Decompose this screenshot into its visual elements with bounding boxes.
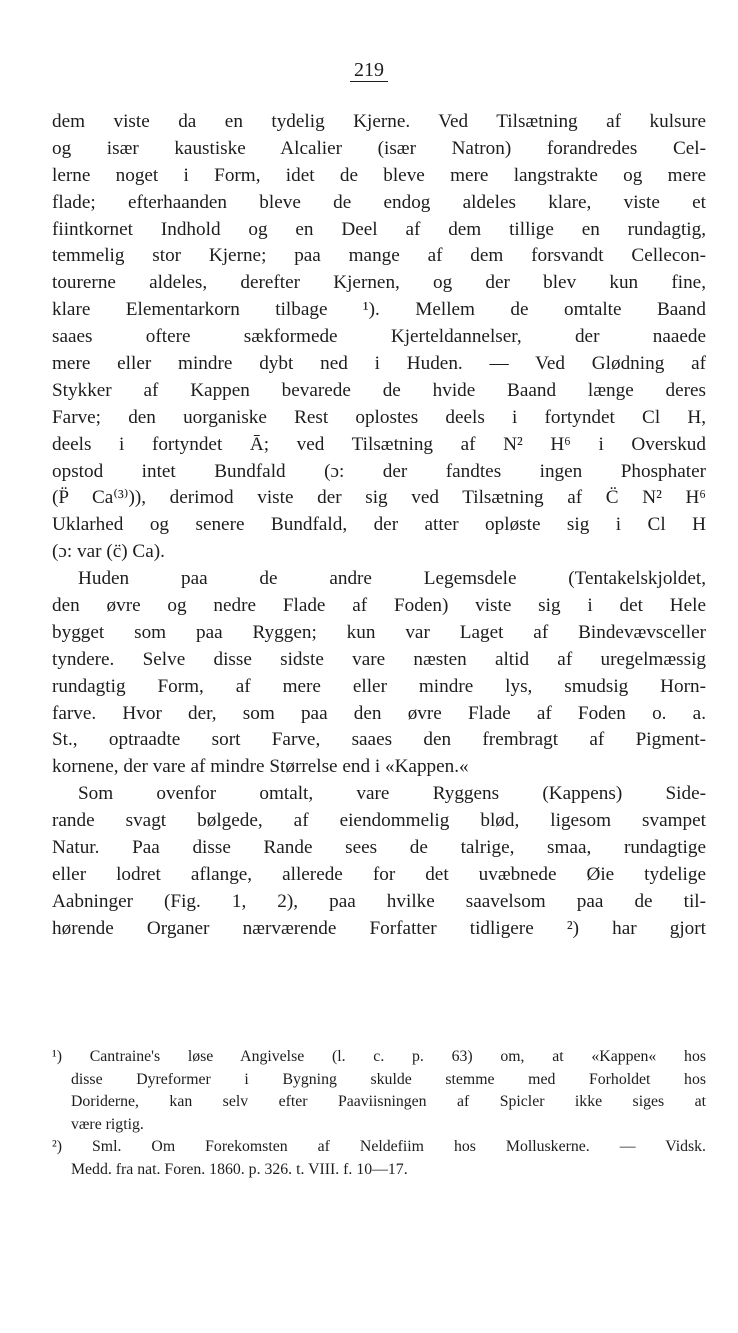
- footnotes: [52, 1046, 706, 1182]
- text-line: tourerne aldeles, derefter Kjernen, og der blev kun fine,: [52, 272, 706, 294]
- text-line: mere eller mindre dybt ned i Huden. — Ved Glødning af: [52, 353, 706, 375]
- text-line: flade; efterhaanden bleve de endog aldeles klare, viste et: [52, 191, 706, 213]
- text-line: saaes oftere sækformede Kjerteldannelser, der naaede: [52, 326, 706, 348]
- text-line: Farve; den uorganiske Rest oplostes deels i fortyndet Cl H,: [52, 406, 706, 428]
- text-line: rande svagt bølgede, af eiendommelig blød, ligesom svampet: [52, 810, 706, 832]
- text-line: Aabninger (Fig. 1, 2), paa hvilke saavelsom paa de til-: [52, 890, 706, 912]
- page-number: [0, 58, 738, 82]
- footnote-line: være rigtig.: [71, 1115, 144, 1133]
- text-line: Stykker af Kappen bevarede de hvide Baand længe deres: [52, 379, 706, 401]
- text-line: fiintkornet Indhold og en Deel af dem tillige en rundagtig,: [52, 218, 706, 240]
- page-number-text: 219: [350, 59, 388, 82]
- text-line: (P̈ Ca⁽³⁾)), derimod viste der sig ved Tilsætning af C̈ N² H⁶: [52, 487, 706, 509]
- footnote-line: Doriderne, kan selv efter Paaviisningen af Spicler ikke siges at: [71, 1093, 706, 1111]
- footnote-line: ¹) Cantraine's løse Angivelse (l. c. p. 63) om, at «Kappen« hos: [52, 1048, 706, 1065]
- text-line: eller lodret aflange, allerede for det uvæbnede Øie tydelige: [52, 863, 706, 885]
- text-line: Natur. Paa disse Rande sees de talrige, smaa, rundagtige: [52, 837, 706, 859]
- text-line: bygget som paa Ryggen; kun var Laget af Bindevævsceller: [52, 621, 706, 643]
- footnote-line: ²) Sml. Om Forekomsten af Neldefiim hos Molluskerne. — Vidsk.: [52, 1138, 706, 1156]
- text-line: lerne noget i Form, idet de bleve mere langstrakte og mere: [52, 164, 706, 186]
- text-line: Uklarhed og senere Bundfald, der atter opløste sig i Cl H: [52, 514, 706, 536]
- text-line: farve. Hvor der, som paa den øvre Flade af Foden o. a.: [52, 702, 706, 724]
- text-line: kornene, der vare af mindre Størrelse end i «Kappen.«: [52, 756, 469, 778]
- text-line: (ɔ: var (c̈) Ca).: [52, 541, 165, 563]
- text-line: klare Elementarkorn tilbage ¹). Mellem de omtalte Baand: [52, 299, 706, 321]
- text-line: Som ovenfor omtalt, vare Ryggens (Kappens) Side-: [78, 783, 706, 805]
- footnote-line: disse Dyreformer i Bygning skulde stemme med Forholdet hos: [71, 1070, 706, 1088]
- text-line: den øvre og nedre Flade af Foden) viste sig i det Hele: [52, 595, 706, 617]
- text-line: dem viste da en tydelig Kjerne. Ved Tilsætning af kulsure: [52, 111, 706, 132]
- text-line: temmelig stor Kjerne; paa mange af dem forsvandt Cellecon-: [52, 245, 706, 267]
- footnote-line: Medd. fra nat. Foren. 1860. p. 326. t. VIII. f. 10—17.: [71, 1160, 408, 1178]
- text-line: tyndere. Selve disse sidste vare næsten altid af uregelmæssig: [52, 648, 706, 670]
- text-line: og især kaustiske Alcalier (især Natron) forandredes Cel-: [52, 137, 706, 159]
- text-line: Huden paa de andre Legemsdele (Tentakelskjoldet,: [78, 568, 706, 590]
- text-line: rundagtig Form, af mere eller mindre lys, smudsig Horn-: [52, 675, 706, 697]
- text-line: opstod intet Bundfald (ɔ: der fandtes ingen Phosphater: [52, 460, 706, 482]
- text-line: hørende Organer nærværende Forfatter tidligere ²) har gjort: [52, 917, 706, 939]
- text-line: deels i fortyndet Ā; ved Tilsætning af N² H⁶ i Overskud: [52, 433, 706, 455]
- body-text: [52, 109, 706, 943]
- text-line: St., optraadte sort Farve, saaes den frembragt af Pigment-: [52, 729, 706, 751]
